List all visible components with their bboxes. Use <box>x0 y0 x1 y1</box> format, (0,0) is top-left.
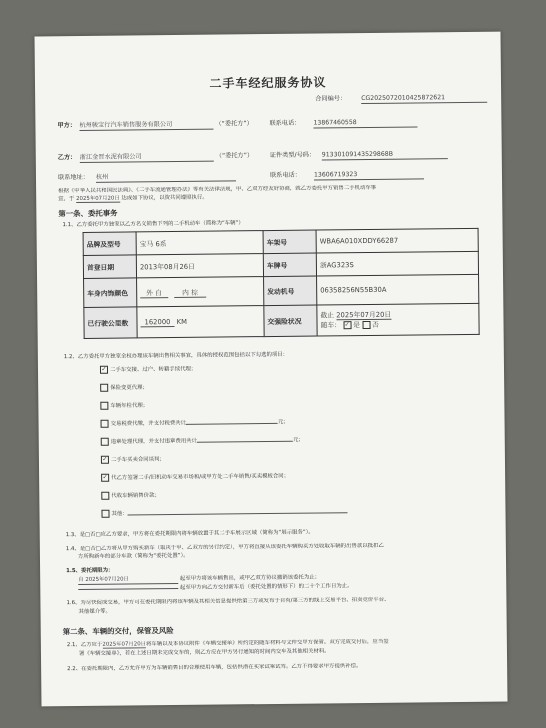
checkbox-checked[interactable]: ✓ <box>102 455 108 463</box>
clause-1-5-b <box>78 583 352 593</box>
party-a-tel: 13867460558 <box>313 118 417 128</box>
term-text-a: 起至甲方将该车辆售出，或甲乙双方协议撤销该委托为止； <box>179 574 321 582</box>
fill-blank[interactable] <box>128 512 348 515</box>
party-b-name: 浙江金晋水泥有限公司 <box>80 153 214 163</box>
vehicle-table <box>83 228 480 339</box>
party-b-id-no: 91330109143529868B <box>322 150 448 160</box>
fill-blank[interactable] <box>186 422 278 424</box>
checkbox-checked[interactable]: ✓ <box>102 473 108 481</box>
party-b-role: （“委托方”） <box>215 152 254 160</box>
checkbox[interactable] <box>101 492 109 500</box>
tax-label: 随车： <box>320 321 341 330</box>
party-a-tel-label: 联系电话： <box>269 119 301 128</box>
option-label: 保险变更代理； <box>110 384 148 392</box>
fill-blank[interactable] <box>78 588 178 590</box>
contact-addr: 杭州 <box>96 172 236 182</box>
reg-value: 2013年08月26日 <box>136 254 263 278</box>
contract-page <box>35 32 508 707</box>
term-start-date: 自 2025年07月20日 <box>78 576 178 585</box>
vin-value: WBA6A010XDDY66287 <box>316 228 478 253</box>
contract-no-label: 合同编号： <box>315 95 347 103</box>
option-suffix: 元； <box>278 419 289 426</box>
list-item <box>101 506 481 528</box>
contact-tel-label: 联系电话： <box>269 171 301 179</box>
color-exterior: 外 白 <box>140 289 168 298</box>
party-a-role: （“委托方”） <box>215 120 253 128</box>
checkbox[interactable] <box>100 384 108 392</box>
intro-text-3: 达成如下协议，以资共同遵照执行。 <box>121 194 208 202</box>
party-a-label: 甲方： <box>57 122 77 130</box>
plate-value: 浙AG323S <box>316 251 478 276</box>
vin-label: 车架号 <box>263 230 316 254</box>
clause-2-1-text-a: 2.1、乙方应于 <box>66 641 103 649</box>
party-a-name: 杭州骏宝行汽车销售服务有限公司 <box>79 121 213 131</box>
clause-1-2: 1.2、乙方委托甲方独家全权办理该车辆出售相关事宜，具体的授权范围包括以下勾选的项目： <box>63 351 289 361</box>
option-label: 其他： <box>111 511 128 518</box>
section-1-title: 第一条、委托事务 <box>58 208 118 219</box>
plate-label: 车牌号 <box>263 253 316 277</box>
section-2-title: 第二条、车辆的交付，保管及风险 <box>62 626 174 637</box>
page-title: 二手车经纪服务协议 <box>209 75 327 91</box>
tax-no: 否 <box>372 320 379 329</box>
handover-date: 2025年07月20日 <box>102 641 147 648</box>
engine-value: 06358256N55B30A <box>317 274 479 305</box>
intro-date: 2025年07月20日 <box>76 195 120 203</box>
clause-1-1: 1.1、乙方委托甲方独家以乙方名义销售下列的二手机动车（简称为“车辆”） <box>62 220 244 229</box>
tax-yes: 是 <box>353 321 360 330</box>
option-label: 代乙方签署二手/旧机动车交易市场和/或甲方处二手车销售/买卖模板合同； <box>111 473 290 482</box>
checkbox[interactable] <box>101 438 109 446</box>
checkbox[interactable] <box>100 402 108 410</box>
intro-line-2 <box>58 195 208 204</box>
checkbox-checked[interactable]: ✓ <box>344 321 350 329</box>
mileage-number: 162000 <box>140 318 174 327</box>
mileage-unit: KM <box>176 317 187 326</box>
intro-text-2: 宜，于 <box>58 196 75 203</box>
mileage-label: 已行驶公里数 <box>84 307 137 339</box>
option-label: 二手车交接、过户、转籍手续代理； <box>109 366 197 374</box>
engine-label: 发动机号 <box>264 276 317 306</box>
option-list <box>100 362 482 528</box>
option-label: 二手车买卖合同谈判； <box>110 456 165 464</box>
insurance-prefix: 截止 <box>320 311 335 320</box>
clause-1-4-line-1: 1.4、是□否□乙方将从甲方购买新车（取决于甲、乙双方的另行约定），甲方将直接从该委托车辆购买方处收取车辆的出售款以抵扣乙 <box>65 542 384 553</box>
mileage-value <box>137 306 264 338</box>
clause-1-4-line-2: 方所购新车的部分车款（简称为“委托处置”）。 <box>77 552 189 561</box>
insurance-value <box>317 303 479 336</box>
option-label: 交易税费代缴，并支付税费共计 <box>110 420 187 428</box>
option-label: 车辆年检代理； <box>110 402 149 410</box>
term-text-b: 起至甲方向乙方交付新车后（委托处置的情形下）的二十个工作日为止。 <box>179 583 353 591</box>
clause-2-1-text-b: 将车辆以及本协议附件《车辆交接单》所约定的随车材料与文件交甲方保管。双方完成交付后，应当签 <box>146 638 389 648</box>
brand-label: 品牌及型号 <box>83 232 136 256</box>
brand-value: 宝马 6系 <box>136 231 263 255</box>
clause-2-1-line-2: 署《车辆交接单》，若在上述日期未完成交车的，则乙方应在甲方另行通知的时间内交车及其他相关材料。 <box>78 648 330 658</box>
clause-1-3: 1.3、是□否□应乙方要求，甲方将在委托期限内将车辆放置于其二手车展示区域（简称为“展示服务”）。 <box>65 529 314 539</box>
color-label: 车身内饰颜色 <box>84 278 137 308</box>
insurance-date: 2025年07月20日 <box>336 310 392 320</box>
contract-no: CG2025072010425872621 <box>361 94 487 104</box>
color-interior: 内 棕 <box>174 289 206 298</box>
table-row <box>84 303 479 338</box>
reg-label: 首登日期 <box>83 255 136 279</box>
checkbox[interactable] <box>362 321 370 329</box>
party-b-label: 乙方： <box>57 154 77 162</box>
checkbox[interactable] <box>101 420 109 428</box>
intro-line-1: 根据《中华人民共和国民法典》、《二手车流通管理办法》等有关法律法规，甲、乙双方经友好协商，就乙方委托甲方销售二手机动车事 <box>58 184 377 195</box>
contact-tel: 13606719323 <box>314 170 424 180</box>
option-label: 违章处理代理，并支付违章费用共计 <box>110 438 198 446</box>
clause-2-2: 2.2、在委托期限内，乙方允许甲方为车辆销售目的合理使用车辆，包括供潜在买家试乘试驾。乙方不得要求甲方提供补偿。 <box>67 663 362 673</box>
clause-2-1-line-1 <box>67 638 503 650</box>
color-value <box>137 277 264 307</box>
checkbox[interactable] <box>101 510 109 518</box>
insurance-label: 交强险状况 <box>264 305 317 337</box>
party-b-id-label: 证件类型/号码： <box>269 151 316 160</box>
option-label: 代收车辆销售价款； <box>111 492 160 500</box>
clause-1-6-line-2: 其他媒介等。 <box>78 608 111 616</box>
checkbox-checked[interactable]: ✓ <box>101 365 107 373</box>
option-suffix: 元； <box>292 437 304 444</box>
clause-1-6-line-1: 1.6、为尽快促成交易，甲方可在委托期限内将该车辆及其相关信息提供给第三方或发布于自有/第三方的线上交易平台、拍卖竞价平台、 <box>66 596 390 607</box>
fill-blank[interactable] <box>197 440 293 442</box>
table-row <box>84 274 479 307</box>
clause-1-5-title: 1.5、委托期限为： <box>66 567 114 575</box>
contact-addr-label: 联系地址： <box>57 173 89 182</box>
